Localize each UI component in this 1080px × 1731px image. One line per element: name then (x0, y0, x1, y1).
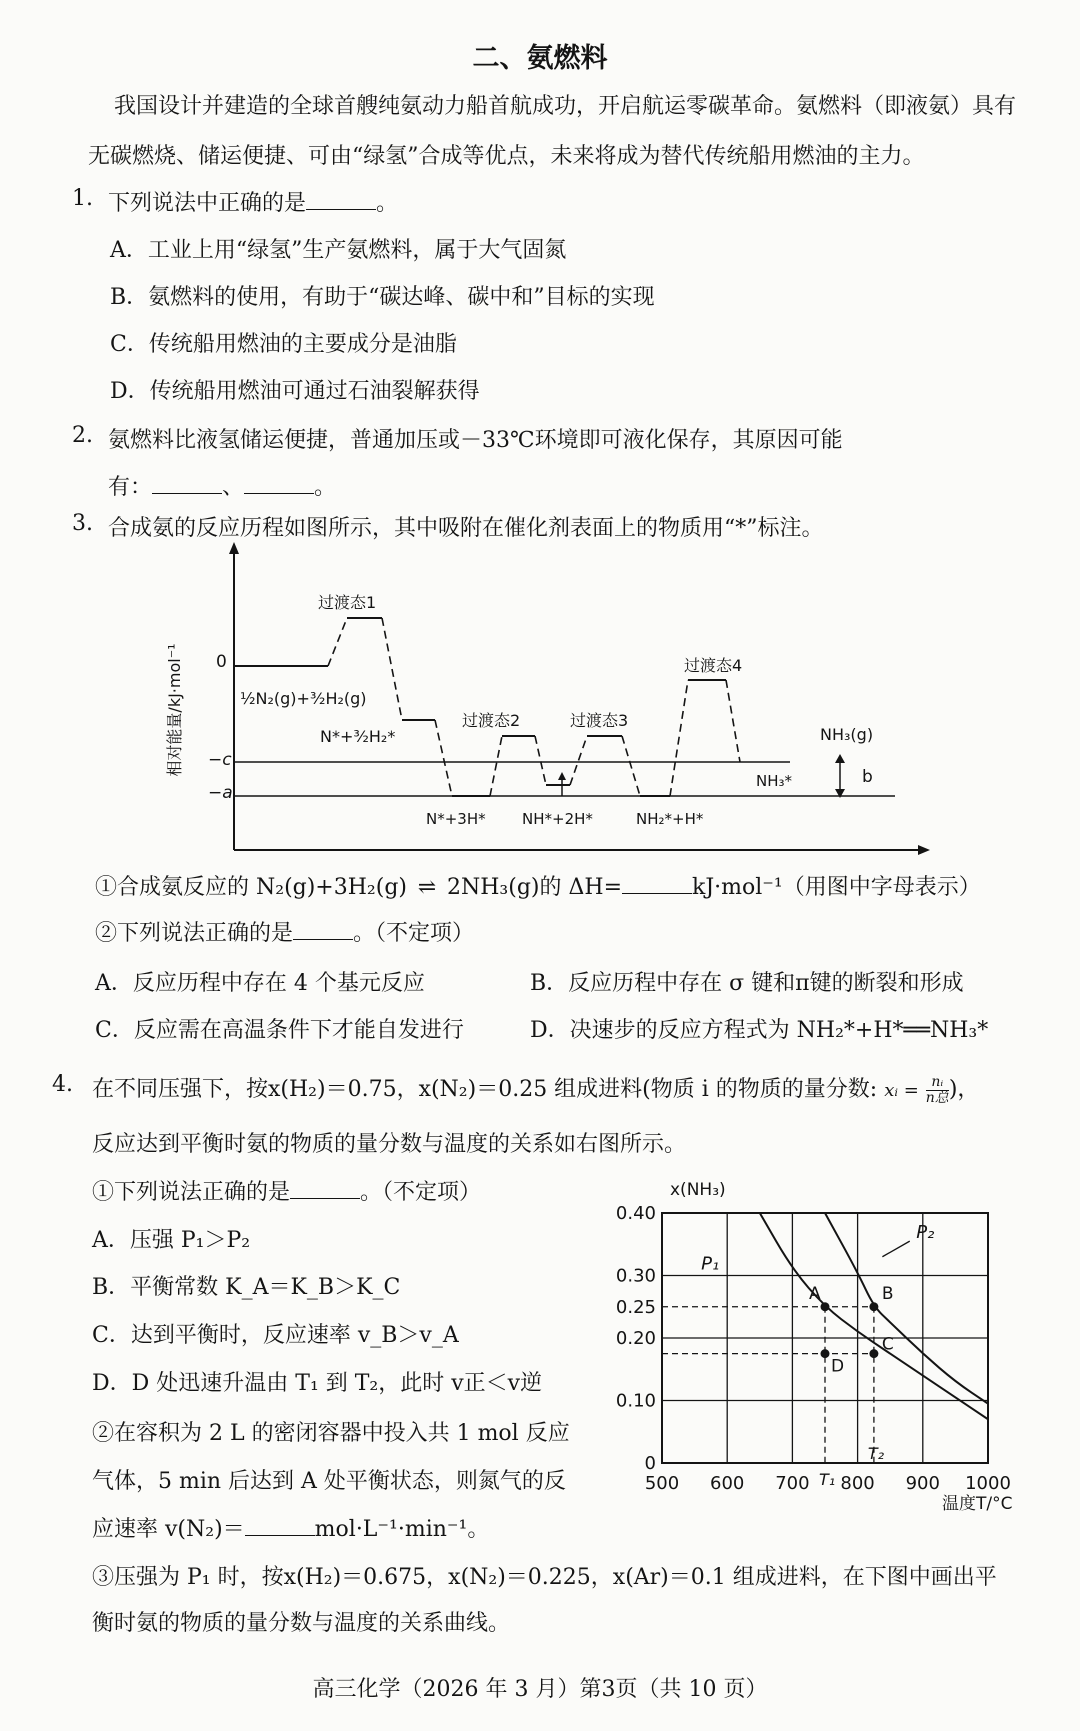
ts4-label: 过渡态4 (684, 656, 743, 675)
energy-y-arrow-icon (229, 542, 239, 554)
ts2-label: 过渡态2 (462, 711, 521, 730)
series-p2-curve (825, 1213, 988, 1404)
q2-blank-1[interactable] (152, 475, 222, 494)
ts2-fall (535, 736, 546, 785)
y-tick-label: 0.25 (615, 1296, 656, 1318)
q4-part2-line3 (92, 1512, 489, 1543)
energy-diagram (150, 540, 940, 860)
energy-neg-c-label: −c (208, 750, 232, 770)
t1-label: T₁ (819, 1470, 836, 1489)
ts3-rise (570, 736, 587, 785)
q2-end: 。 (314, 475, 337, 500)
ts1-fall (382, 618, 402, 720)
chart-points (809, 1284, 894, 1377)
energy-y-label: 相对能量/kJ·mol⁻¹ (165, 643, 184, 777)
q2-line2 (108, 470, 336, 501)
q3-part2-end: 。（不定项） (353, 921, 475, 946)
point-c-marker (869, 1349, 878, 1358)
x-tick-label: 900 (905, 1473, 940, 1494)
q4-part1-stem: ①下列说法正确的是 (92, 1180, 291, 1205)
q4-part2-line1: ②在容积为 2 L 的密闭容器中投入共 1 mol 反应 (92, 1421, 570, 1446)
energy-x-arrow-icon (918, 845, 930, 855)
q3-option-a: A．反应历程中存在 4 个基元反应 (95, 971, 425, 996)
q1-answer-blank[interactable] (306, 191, 376, 210)
equilibrium-chart (600, 1175, 1055, 1525)
product-label: NH₃(g) (820, 725, 874, 744)
t2-label: T₂ (867, 1444, 885, 1463)
y-tick-label: 0.10 (615, 1390, 656, 1412)
q3-part2-blank[interactable] (293, 921, 353, 940)
q4-option-c: C．达到平衡时，反应速率 v_B＞v_A (92, 1323, 459, 1348)
ts3-label: 过渡态3 (570, 711, 629, 730)
q4-option-b: B．平衡常数 K_A＝K_B＞K_C (92, 1275, 401, 1300)
q3-number: 3. (72, 511, 93, 536)
q3-part2-stem: ②下列说法正确的是 (95, 921, 294, 946)
point-a-label: A (809, 1283, 821, 1304)
ts2-rise (490, 736, 502, 796)
ts1-rise (328, 618, 347, 666)
nh-arrow-icon (558, 772, 566, 780)
q4-option-a: A．压强 P₁＞P₂ (92, 1228, 251, 1253)
series-p1-label: P₁ (701, 1253, 720, 1275)
q3-part1-a: ①合成氨反应的 N₂(g)+3H₂(g) (95, 875, 407, 900)
series-p2-leader (882, 1241, 909, 1257)
point-d-marker (821, 1349, 830, 1358)
point-a-marker (821, 1302, 830, 1311)
q4-part1-blank[interactable] (290, 1180, 360, 1199)
q4-fraction (926, 1075, 949, 1106)
y-tick-label: 0 (644, 1453, 656, 1474)
q4-number: 4. (52, 1072, 73, 1097)
y-tick-label: 0.40 (615, 1203, 656, 1224)
q4-part2-line3-a: 应速率 v(N₂)＝ (92, 1517, 245, 1542)
ts1-label: 过渡态1 (318, 593, 377, 612)
q2-number: 2. (72, 423, 93, 448)
energy-zero-label: 0 (216, 652, 227, 672)
b-label: b (862, 767, 873, 787)
point-c-label: C (881, 1334, 894, 1355)
series-p2-label: P₂ (916, 1222, 935, 1243)
q4-frac-den: n总 (925, 1089, 949, 1106)
chart-xlabel: 温度T/°C (942, 1494, 1013, 1514)
q1-number: 1. (72, 186, 93, 211)
page-footer: 高三化学（2026 年 3 月）第3页（共 10 页） (312, 1677, 768, 1702)
chart-ylabel: x(NH₃) (670, 1180, 726, 1200)
intermediate5-label: NH₃* (756, 772, 793, 790)
q4-part1-end: 。（不定项） (360, 1180, 482, 1205)
intermediate2-label: N*+3H* (426, 810, 486, 828)
x-tick-label: 800 (840, 1473, 875, 1494)
y-tick-label: 0.30 (615, 1265, 656, 1287)
q4-frac-num: nᵢ (926, 1075, 949, 1091)
q1-option-a: A．工业上用“绿氢”生产氨燃料，属于大气固氮 (110, 238, 567, 263)
x-tick-label: 1000 (965, 1473, 1011, 1494)
q3-part1-blank[interactable] (622, 875, 692, 894)
q2-separator: 、 (222, 475, 245, 500)
q4-part3-line2: 衡时氨的物质的量分数与温度的关系曲线。 (92, 1611, 511, 1636)
q4-stem-b: 反应达到平衡时氨的物质的量分数与温度的关系如右图所示。 (92, 1132, 687, 1157)
q4-part2-line2: 气体，5 min 后达到 A 处平衡状态，则氮气的反 (92, 1469, 566, 1494)
q3-option-b: B．反应历程中存在 σ 键和π键的断裂和形成 (530, 971, 964, 996)
intermediate3-label: NH*+2H* (522, 810, 593, 828)
int1-fall (435, 720, 452, 796)
chart-guides (662, 1307, 874, 1463)
equilibrium-arrow-icon: ⇌ (417, 875, 437, 900)
q4-part2-line3-b: mol·L⁻¹·min⁻¹。 (314, 1517, 490, 1542)
point-d-label: D (831, 1356, 845, 1377)
b-arrow-up-icon (835, 754, 845, 763)
q1-option-d: D．传统船用燃油可通过石油裂解获得 (110, 379, 480, 404)
energy-neg-a-label: −a (208, 783, 233, 803)
q3-part1 (95, 870, 981, 901)
x-tick-label: 600 (710, 1473, 745, 1494)
chart-ticks (616, 1203, 1011, 1494)
q3-option-c: C．反应需在高温条件下才能自发进行 (95, 1018, 464, 1043)
chart-series (701, 1213, 988, 1419)
q2-blank-2[interactable] (244, 475, 314, 494)
q4-part1 (92, 1175, 481, 1206)
intermediate4-label: NH₂*+H* (636, 810, 704, 828)
q2-stem: 氨燃料比液氢储运便捷，普通加压或－33℃环境即可液化保存，其原因可能 (108, 428, 843, 453)
q3-part1-c: kJ·mol⁻¹（用图中字母表示） (692, 875, 981, 900)
q1-stem (108, 186, 398, 217)
q4-option-d: D．D 处迅速升温由 T₁ 到 T₂，此时 v正＜v逆 (92, 1371, 543, 1396)
q3-part2 (95, 916, 474, 947)
q1-stem-text: 下列说法中正确的是 (108, 191, 307, 216)
intermediate1-label: N*+³⁄₂H₂* (320, 727, 396, 746)
ts3-fall (622, 736, 640, 796)
q1-option-b: B．氨燃料的使用，有助于“碳达峰、碳中和”目标的实现 (110, 285, 655, 310)
q4-stem-a: 在不同压强下，按x(H₂)＝0.75，x(N₂)＝0.25 组成进料(物质 i 的物质的量分数: (92, 1077, 878, 1102)
point-b-marker (869, 1302, 878, 1311)
point-b-label: B (881, 1283, 894, 1304)
q1-stem-end: 。 (376, 191, 399, 216)
q3-stem: 合成氨的反应历程如图所示，其中吸附在催化剂表面上的物质用“*”标注。 (108, 516, 824, 541)
q4-frac-lhs: xᵢ = (884, 1080, 919, 1101)
q4-stem-close: )， (948, 1077, 980, 1102)
y-tick-label: 0.20 (615, 1328, 656, 1349)
q4-part3-line1: ③压强为 P₁ 时，按x(H₂)＝0.675，x(N₂)＝0.225，x(Ar)＝0.1 组成进料，在下图中画出平 (92, 1565, 997, 1590)
q4-part2-blank[interactable] (245, 1517, 315, 1536)
section-title: 二、氨燃料 (472, 43, 608, 74)
intro-paragraph: 我国设计并建造的全球首艘纯氨动力船首航成功，开启航运零碳革命。氨燃料（即液氨）具有无碳燃烧、储运便捷、可由“绿氢”合成等优点，未来将成为替代传统船用燃油的主力。 (88, 94, 1017, 169)
q3-part1-b: 2NH₃(g)的 ΔH= (447, 875, 623, 900)
ts4-rise (670, 680, 688, 796)
q2-line2-prefix: 有： (108, 475, 153, 500)
q3-option-d: D．决速步的反应方程式为 NH₂*+H*══NH₃* (530, 1018, 989, 1043)
reactant-label: ½N₂(g)+³⁄₂H₂(g) (240, 689, 367, 708)
ts4-fall (726, 680, 740, 762)
q4-stem (92, 1072, 979, 1106)
x-tick-label: 700 (775, 1473, 810, 1494)
x-tick-label: 500 (644, 1473, 680, 1494)
q1-option-c: C．传统船用燃油的主要成分是油脂 (110, 332, 457, 357)
